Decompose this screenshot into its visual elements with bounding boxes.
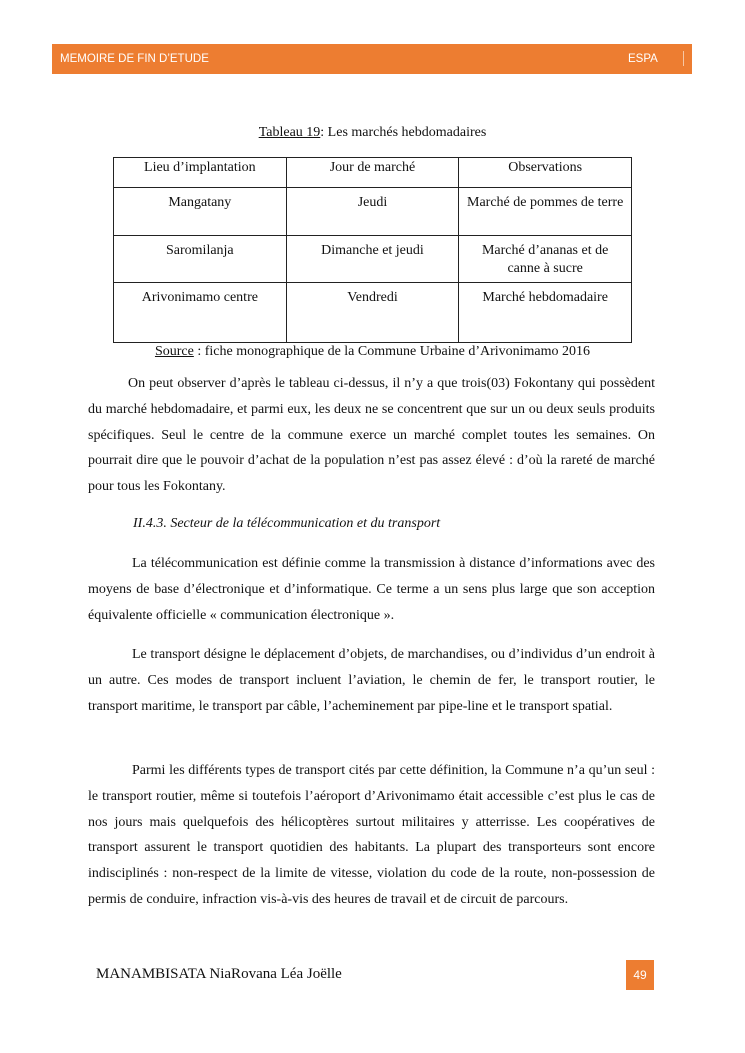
table-header: Jour de marché [286, 158, 459, 188]
table-cell: Saromilanja [114, 236, 287, 283]
table-row [114, 188, 632, 236]
header-divider [683, 51, 684, 66]
caption-text: : Les marchés hebdomadaires [320, 125, 487, 140]
table-row [114, 283, 632, 343]
section-heading: II.4.3. Secteur de la télécommunication et du transport [133, 516, 441, 531]
table-cell: Dimanche et jeudi [286, 236, 459, 283]
page-header [52, 44, 692, 74]
table-caption [0, 125, 745, 141]
table-cell: Arivonimamo centre [114, 283, 287, 343]
caption-label: Tableau 19 [258, 125, 321, 140]
page-number: 49 [626, 960, 654, 990]
table-source [0, 344, 745, 360]
markets-table [113, 157, 632, 343]
paragraph: Le transport désigne le déplacement d’objets, de marchandises, ou d’individus d’un endroit à un autre. Ces modes de transport incluent l’aviation, le chemin de fer, le transport routier, le transport maritime, le transport par câble, l’acheminement par pipe-line et le transport spatial. [88, 647, 655, 714]
paragraph: Parmi les différents types de transport cités par cette définition, la Commune n’a qu’un seul : le transport routier, même si toutefois l’aéroport d’Arivonimamo était accessible c’est plus le cas de nos jours mais quelquefois des hélicoptères surtout militaires y atterrisse. Les coopératives de transport assurent le transport quotidien des habitants. La plupart des transporteurs sont encore indisciplinés : non-respect de la limite de vitesse, violation du code de la route, non-possession de permis de conduire, infraction vis-à-vis des heures de travail et de circuit de parcours. [88, 763, 655, 907]
paragraph: On peut observer d’après le tableau ci-dessus, il n’y a que trois(03) Fokontany qui possèdent du marché hebdomadaire, et parmi eux, les deux ne se concentrent que sur un ou deux seuls produits spécifiques. Seul le centre de la commune exerce un marché complet toutes les semaines. On pourrait dire que le pouvoir d’achat de la population n’est pas assez élevé : d’où la rareté de marché pour tous les Fokontany. [88, 376, 655, 495]
paragraph: La télécommunication est définie comme la transmission à distance d’informations avec des moyens de base d’électronique et d’informatique. Ce terme a un sens plus large que son acception équivalente officielle « communication électronique ». [88, 556, 655, 623]
table-header-row [114, 158, 632, 188]
table-cell: Vendredi [286, 283, 459, 343]
table-row [114, 236, 632, 283]
table-cell: Marché hebdomadaire [459, 283, 632, 343]
table-cell: Marché d’ananas et de canne à sucre [459, 236, 632, 283]
header-title: MEMOIRE DE FIN D’ETUDE [60, 53, 209, 65]
table-cell: Jeudi [286, 188, 459, 236]
table-header: Observations [459, 158, 632, 188]
footer-author: MANAMBISATA NiaRovana Léa Joëlle [96, 966, 342, 982]
table-cell: Mangatany [114, 188, 287, 236]
table-cell: Marché de pommes de terre [459, 188, 632, 236]
source-label: Source [154, 344, 194, 359]
source-text: : fiche monographique de la Commune Urbaine d’Arivonimamo 2016 [193, 344, 591, 359]
table-header: Lieu d’implantation [114, 158, 287, 188]
header-school: ESPA [628, 53, 658, 65]
